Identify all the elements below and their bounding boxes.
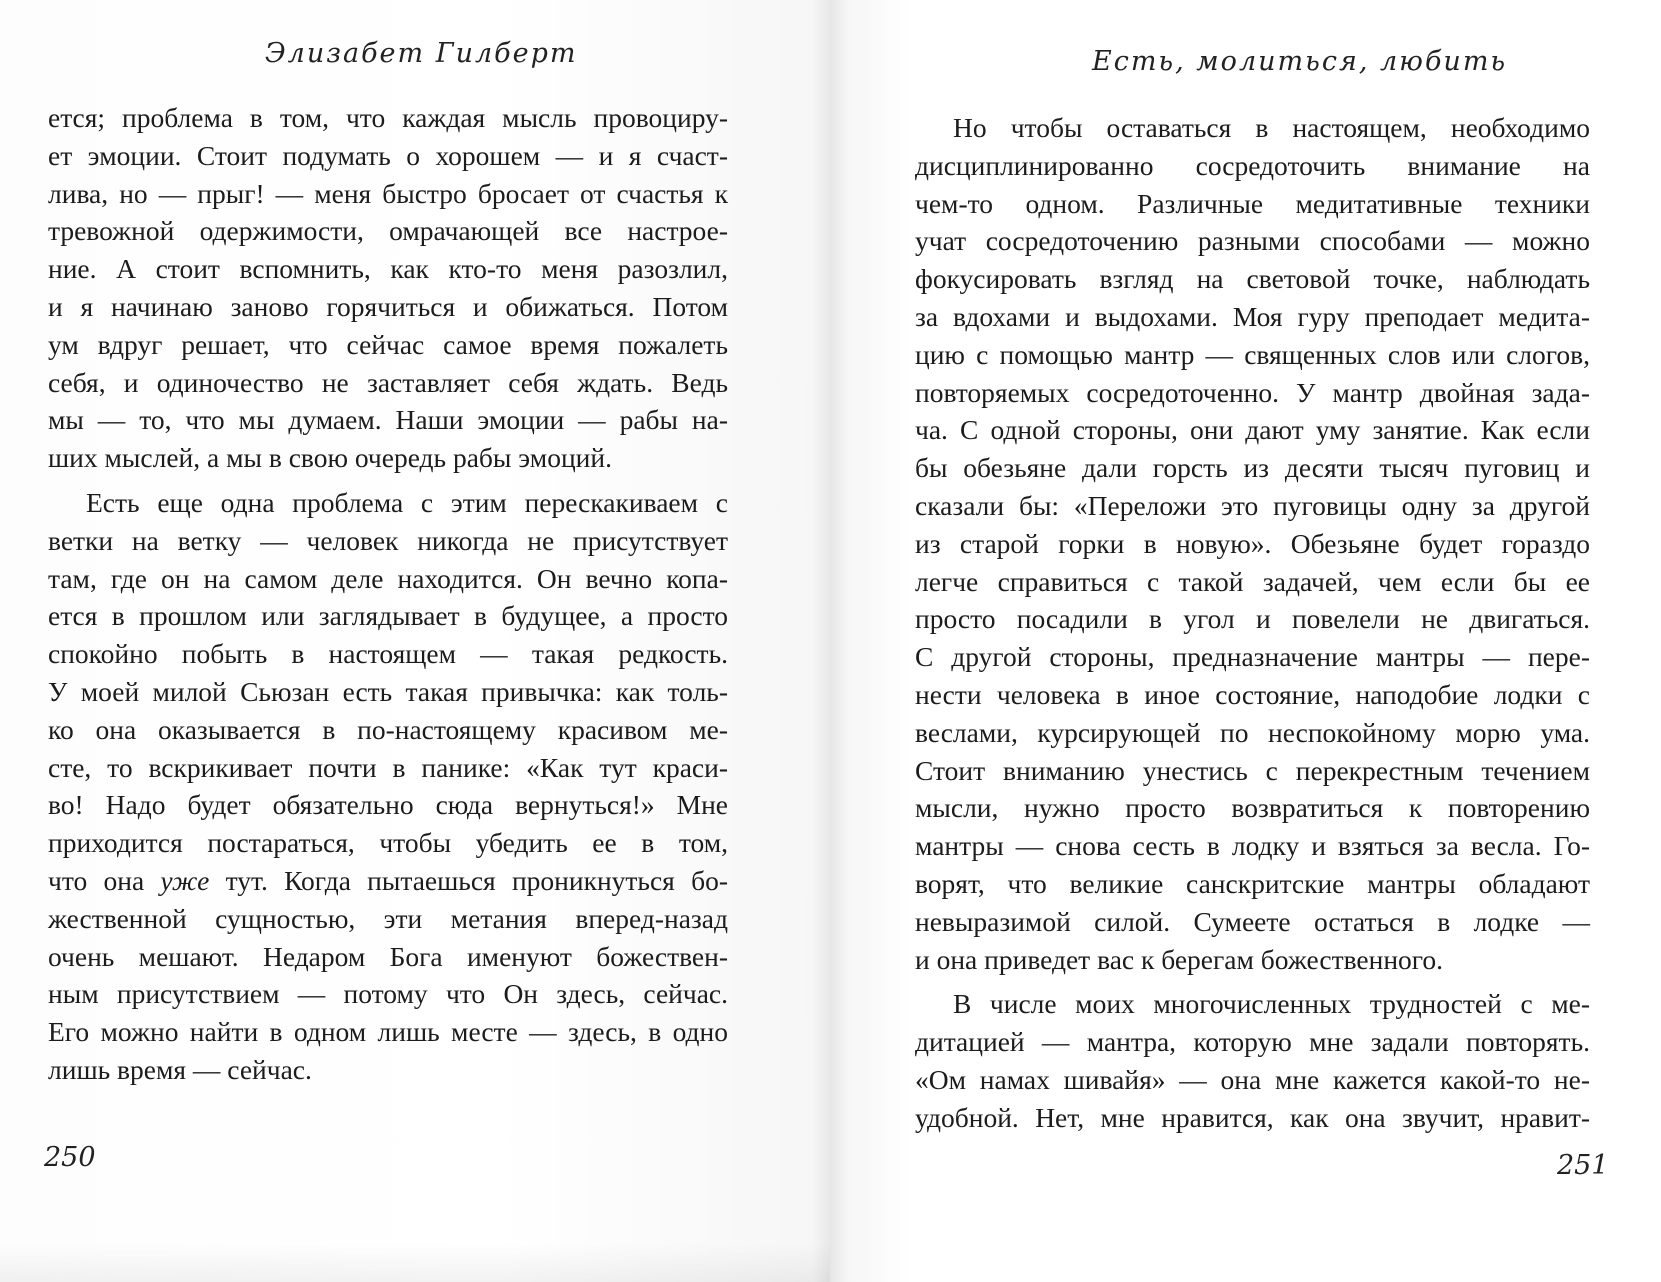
- text-line: удобной. Нет, мне нравится, как она звучит, нравит-: [915, 1101, 1590, 1133]
- text-line: спокойно побыть в настоящем — такая редкость.: [48, 638, 728, 670]
- text-line: за вдохами и выдохами. Моя гуру преподает медита-: [915, 300, 1590, 332]
- right-paragraph-2: [915, 985, 1590, 1136]
- text-line: мысли, нужно просто возвратиться к повторению: [915, 792, 1590, 824]
- text-line: невыразимой силой. Сумеете остаться в лодке —: [915, 905, 1590, 937]
- text-line: нести человека в иное состояние, наподобие лодки с: [915, 678, 1590, 710]
- text-line: там, где он на самом деле находится. Он вечно копа-: [48, 562, 728, 594]
- right-page-number: 251: [1557, 1150, 1609, 1181]
- text-line: сте, то вскрикивает почти в панике: «Как тут краси-: [48, 751, 728, 783]
- text-line: лишь время — сейчас.: [48, 1053, 312, 1085]
- right-running-head: Есть, молиться, любить: [1092, 46, 1508, 77]
- page-edge-shade: [0, 1242, 830, 1282]
- text-line: ным присутствием — потому что Он здесь, сейчас.: [48, 978, 728, 1010]
- emphasis-word: уже: [160, 864, 210, 896]
- text-line: ние. А стоит вспомнить, как кто-то меня разозлил,: [48, 253, 728, 285]
- text-line: ет эмоции. Стоит подумать о хорошем — и я счаст-: [48, 139, 728, 171]
- left-paragraph-1: [48, 99, 728, 477]
- text-line: С другой стороны, предназначение мантры — пере-: [915, 641, 1590, 673]
- left-page-number: 250: [44, 1142, 96, 1173]
- text-line: В числе моих многочисленных трудностей с ме-: [953, 988, 1590, 1020]
- left-page: [0, 0, 830, 1282]
- text-line: чем-то одном. Различные медитативные техники: [915, 187, 1590, 219]
- text-fragment: что она: [48, 864, 145, 896]
- text-line: ших мыслей, а мы в свою очередь рабы эмоций.: [48, 442, 612, 474]
- text-line: ча. С одной стороны, они дают уму занятие. Как если: [915, 414, 1590, 446]
- text-line: дитацией — мантра, которую мне задали повторять.: [915, 1026, 1590, 1058]
- right-text-block: [915, 109, 1590, 1144]
- left-paragraph-2: [48, 484, 728, 1089]
- text-line: и она приведет вас к берегам божественного.: [915, 943, 1444, 975]
- text-line: У моей милой Сьюзан есть такая привычка: как толь-: [48, 675, 728, 707]
- text-line: ум вдруг решает, что сейчас самое время пожалеть: [48, 328, 728, 360]
- text-line: Но чтобы оставаться в настоящем, необходимо: [953, 112, 1590, 143]
- left-running-head: Элизабет Гилберт: [265, 38, 578, 69]
- text-line: легче справиться с такой задачей, чем если бы ее: [915, 565, 1590, 597]
- right-page: [830, 0, 1661, 1282]
- text-line: жественной сущностью, эти метания вперед-назад: [48, 902, 728, 934]
- text-line: «Ом намах шивайя» — она мне кажется какой-то не-: [915, 1063, 1590, 1095]
- right-paragraph-1: [915, 109, 1590, 978]
- text-line: себя, и одиночество не заставляет себя ждать. Ведь: [48, 366, 728, 398]
- text-line: бы обезьяне дали горсть из десяти тысяч пуговиц и: [915, 452, 1590, 484]
- text-line: ворят, что великие санскритские мантры обладают: [915, 867, 1590, 899]
- text-line: ется; проблема в том, что каждая мысль провоциру-: [48, 102, 728, 133]
- text-line: лива, но — прыг! — меня быстро бросает от счастья к: [48, 177, 728, 209]
- text-line: Стоит вниманию унестись с перекрестным течением: [915, 754, 1590, 786]
- text-line: ветки на ветку — человек никогда не присутствует: [48, 524, 728, 556]
- text-line: повторяемых сосредоточенно. У мантр двойная зада-: [915, 376, 1590, 408]
- text-line: приходится постараться, чтобы убедить ее в том,: [48, 827, 728, 859]
- text-line: Его можно найти в одном лишь месте — здесь, в одно: [48, 1016, 728, 1048]
- text-line: очень мешают. Недаром Бога именуют божествен-: [48, 940, 728, 972]
- text-line: мы — то, что мы думаем. Наши эмоции — рабы на-: [48, 404, 728, 436]
- text-line: цию с помощью мантр — священных слов или слогов,: [915, 338, 1590, 370]
- text-line: веслами, курсирующей по неспокойному морю ума.: [915, 716, 1590, 748]
- text-line: сказали бы: «Переложи это пуговицы одну за другой: [915, 489, 1590, 521]
- text-line: просто посадили в угол и повелели не двигаться.: [915, 603, 1590, 635]
- text-line: тревожной одержимости, омрачающей все настрое-: [48, 215, 728, 247]
- text-line: во! Надо будет обязательно сюда вернуться!» Мне: [48, 789, 728, 821]
- text-line: мантры — снова сесть в лодку и взяться за весла. Го-: [915, 830, 1590, 862]
- text-fragment: тут. Когда пытаешься проникнуться бо-: [209, 864, 728, 896]
- text-line: и я начинаю заново горячиться и обижаться. Потом: [48, 290, 728, 322]
- left-text-block: [48, 99, 728, 1096]
- text-line: Есть еще одна проблема с этим перескакиваем с: [86, 486, 728, 518]
- text-line: ется в прошлом или заглядывает в будущее, а просто: [48, 600, 728, 632]
- text-line: дисциплинированно сосредоточить внимание на: [915, 149, 1590, 181]
- text-line: ко она оказывается в по-настоящему красивом ме-: [48, 713, 728, 745]
- text-line: учат сосредоточению разными способами — можно: [915, 225, 1590, 257]
- text-line: из старой горки в новую». Обезьяне будет гораздо: [915, 527, 1590, 559]
- text-line: фокусировать взгляд на световой точке, наблюдать: [915, 263, 1590, 295]
- text-line-with-emphasis: [48, 862, 728, 900]
